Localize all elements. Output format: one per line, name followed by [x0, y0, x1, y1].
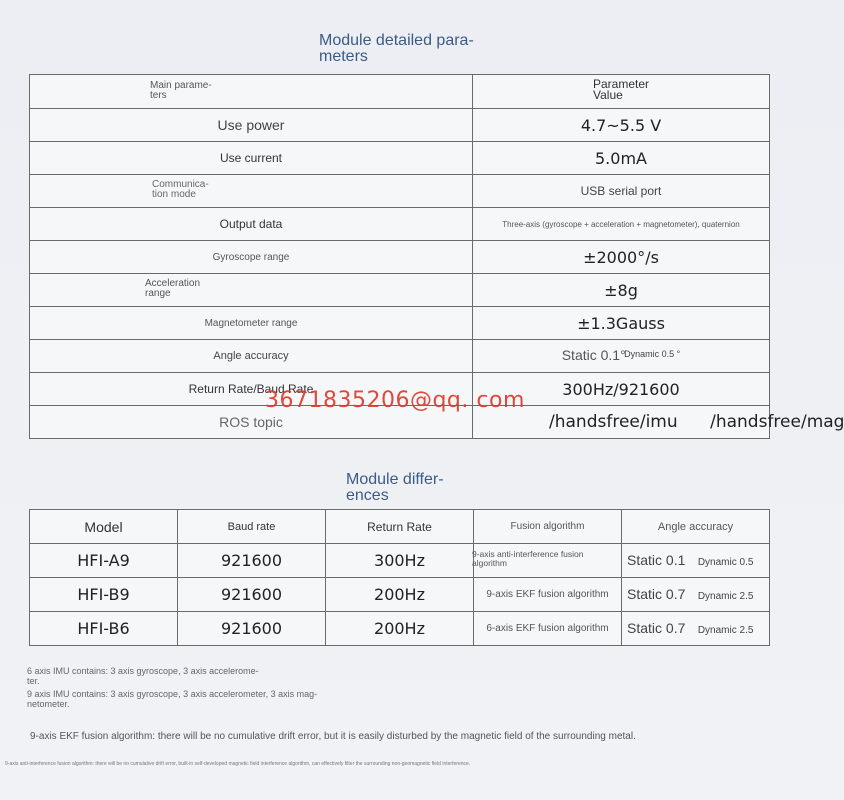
cell-fusion: 6-axis EKF fusion algorithm — [474, 612, 622, 646]
cell-accuracy — [622, 612, 770, 646]
header-label-line1: Main parame- — [150, 79, 212, 91]
accuracy-static: Static 0.7 — [627, 619, 686, 636]
row-value: USB serial port — [473, 175, 770, 208]
header-fusion-algorithm: Fusion algorithm — [474, 510, 622, 544]
header-angle-accuracy: Angle accuracy — [622, 510, 770, 544]
angle-dynamic: Dynamic 0.5 ° — [624, 349, 681, 359]
cell-accuracy — [622, 578, 770, 612]
imu6-note-line2: ter. — [27, 676, 40, 686]
row-label: Angle accuracy — [30, 340, 473, 373]
table-row — [30, 208, 770, 241]
row-label-line2: tion mode — [152, 189, 196, 200]
ros-topic-imu: /handsfree/imu — [549, 412, 678, 432]
accuracy-static: Static 0.1 — [627, 551, 686, 568]
row-value: ±1.3Gauss — [473, 307, 770, 340]
cell-rate: 200Hz — [326, 612, 474, 646]
watermark: 3671835206@qq. com — [265, 388, 525, 413]
cell-baud: 921600 — [178, 612, 326, 646]
header-label-line2: ters — [150, 89, 167, 101]
params-title — [319, 33, 474, 65]
row-label: Magnetometer range — [30, 307, 473, 340]
anti-interference-note: 9-axis anti-interference fusion algorithm: there will be no cumulative drift error, built-in self-developed magnetic field interference algorithm, can effectively filter the surrounding non-geomagnetic field interference. — [5, 761, 471, 767]
row-label — [30, 175, 473, 208]
row-value — [473, 340, 770, 373]
cell-model: HFI-B9 — [30, 578, 178, 612]
row-value: ±8g — [473, 274, 770, 307]
parameters-table — [29, 74, 844, 439]
imu6-note-line1: 6 axis IMU contains: 3 axis gyroscope, 3 axis accelerome- — [27, 666, 259, 676]
header-value-cell — [473, 75, 770, 109]
row-value: 5.0mA — [473, 142, 770, 175]
header-return-rate: Return Rate — [326, 510, 474, 544]
header-label-cell — [30, 75, 473, 109]
row-value: 4.7~5.5 V — [473, 109, 770, 142]
row-label-line1: Acceleration — [145, 278, 201, 289]
table-header-row — [30, 75, 770, 109]
imu9-note-line2: netometer. — [27, 699, 70, 709]
cell-fusion: 9-axis EKF fusion algorithm — [474, 578, 622, 612]
header-label — [150, 81, 212, 101]
table-row — [30, 340, 770, 373]
row-label: Use current — [30, 142, 473, 175]
table-row — [30, 612, 770, 646]
row-value: Three-axis (gyroscope + acceleration + magnetometer), quaternion — [473, 208, 770, 241]
imu9-note — [27, 689, 317, 709]
imu9-note-line1: 9 axis IMU contains: 3 axis gyroscope, 3 axis accelerometer, 3 axis mag- — [27, 689, 318, 699]
table-row — [30, 274, 770, 307]
cell-model: HFI-B6 — [30, 612, 178, 646]
ekf-note: 9-axis EKF fusion algorithm: there will be no cumulative drift error, but it is easily disturbed by the magnetic field of the surrounding metal. — [30, 731, 636, 742]
ros-topic-mag: /handsfree/mag — [710, 412, 844, 432]
header-value-line2: Value — [592, 88, 623, 102]
differences-title-line2: ences — [346, 487, 389, 504]
row-label-text — [145, 279, 200, 299]
table-row — [30, 544, 770, 578]
row-value: ±2000°/s — [473, 241, 770, 274]
table-row — [30, 109, 770, 142]
cell-model: HFI-A9 — [30, 544, 178, 578]
table-row — [30, 307, 770, 340]
row-label: Output data — [30, 208, 473, 241]
header-value — [593, 79, 649, 101]
cell-baud: 921600 — [178, 578, 326, 612]
differences-title-line1: Module differ- — [346, 471, 444, 488]
row-label: Gyroscope range — [30, 241, 473, 274]
cell-fusion — [474, 544, 622, 578]
row-label: Return Rate/Baud Rate — [30, 373, 473, 406]
imu6-note — [27, 666, 259, 686]
table-row — [30, 578, 770, 612]
row-label: Use power — [30, 109, 473, 142]
row-label-line2: range — [145, 288, 171, 299]
cell-accuracy — [622, 544, 770, 578]
accuracy-dynamic: Dynamic 0.5 — [697, 556, 754, 568]
table-row — [30, 241, 770, 274]
row-label-line1: Communica- — [152, 179, 209, 190]
angle-static: Static 0.1° — [561, 347, 626, 363]
cell-rate: 200Hz — [326, 578, 474, 612]
row-label: ROS topic — [30, 406, 473, 439]
table-header-row — [30, 510, 770, 544]
fusion-text — [472, 550, 584, 568]
row-label — [30, 274, 473, 307]
fusion-line1: 9-axis anti-interference fusion — [472, 549, 584, 559]
row-label-text — [152, 180, 209, 200]
header-value-line1: Parameter — [592, 77, 650, 91]
accuracy-dynamic: Dynamic 2.5 — [697, 590, 754, 602]
header-baud-rate: Baud rate — [178, 510, 326, 544]
table-row — [30, 175, 770, 208]
row-value: 300Hz/921600 — [473, 373, 770, 406]
accuracy-static: Static 0.7 — [627, 585, 686, 602]
header-model: Model — [30, 510, 178, 544]
cell-rate: 300Hz — [326, 544, 474, 578]
params-title-line1: Module detailed para- — [319, 32, 474, 49]
cell-baud: 921600 — [178, 544, 326, 578]
params-title-line2: meters — [319, 48, 368, 65]
differences-table — [29, 509, 770, 646]
fusion-line2: algorithm — [472, 558, 507, 568]
differences-title — [346, 472, 444, 504]
table-row — [30, 142, 770, 175]
accuracy-dynamic: Dynamic 2.5 — [697, 624, 754, 636]
